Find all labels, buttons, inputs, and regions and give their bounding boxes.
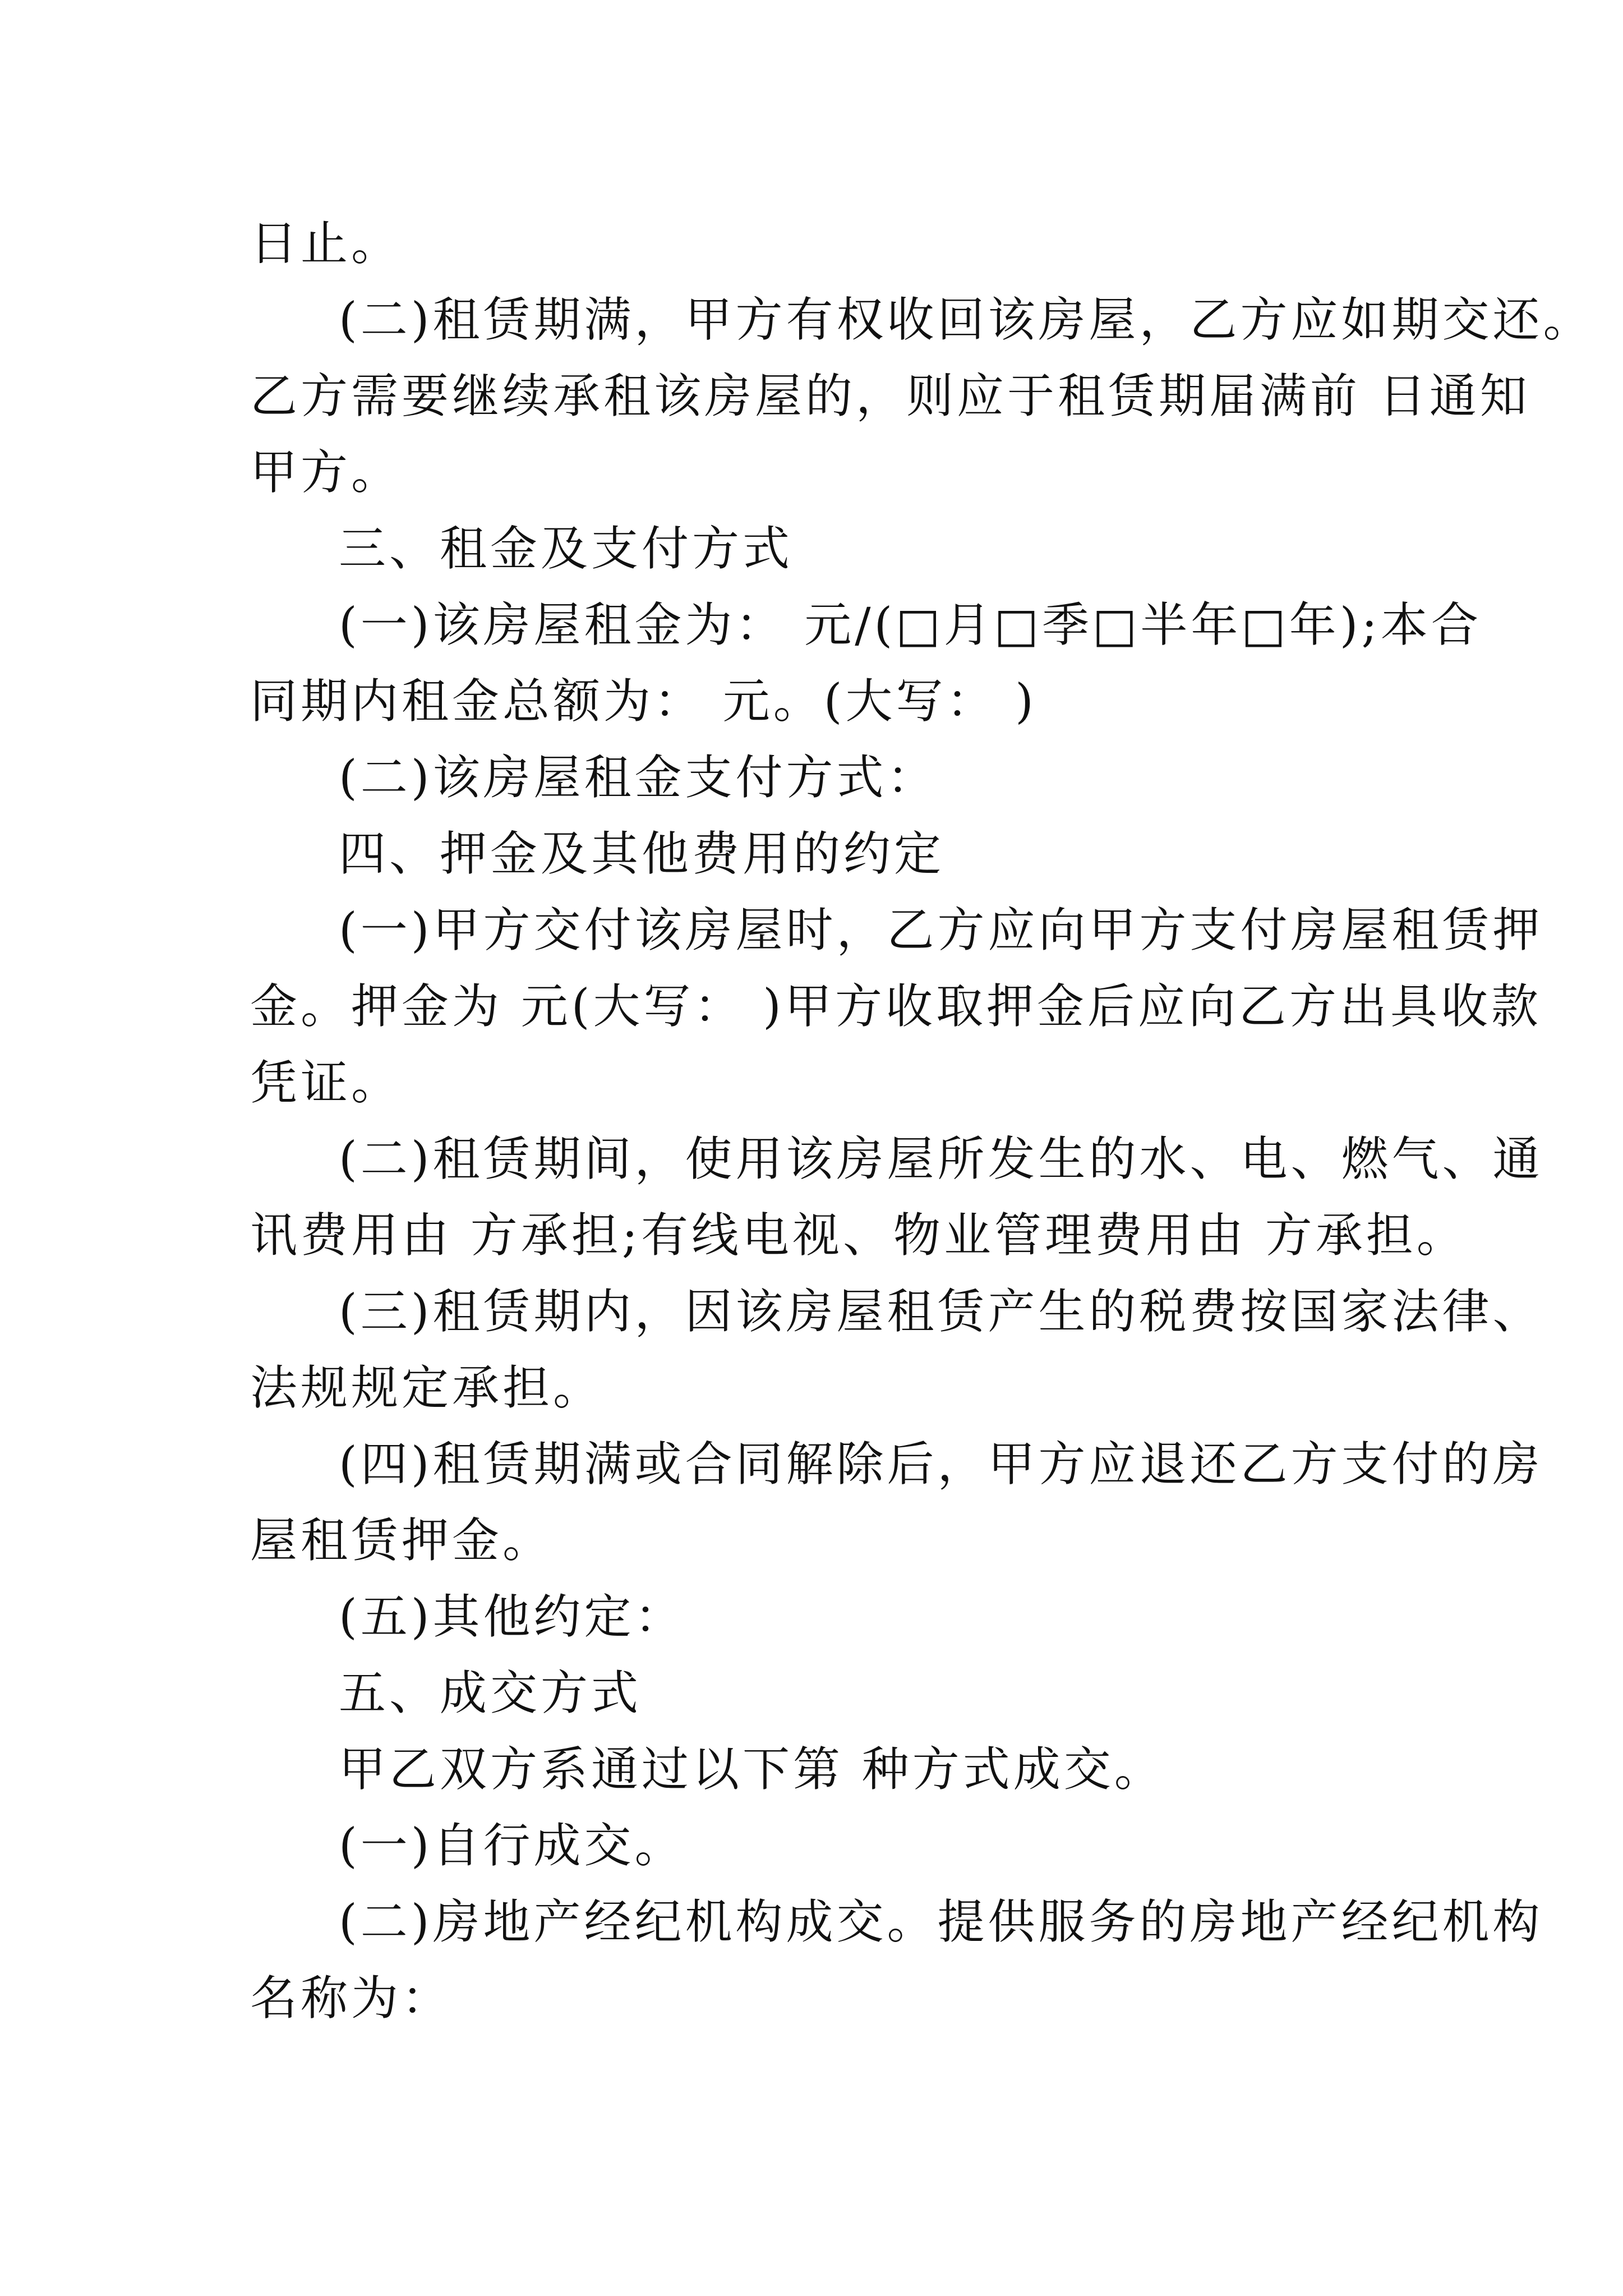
text-line: 凭证。 [250,1055,402,1110]
text-line: (二)该房屋租金支付方式： [339,750,938,805]
text-line: (四)租赁期满或合同解除后，甲方应退还乙方支付的房 [339,1437,1543,1492]
text-line: 同期内租金总额为： 元。(大写： ) [250,674,1037,729]
text-line: 乙方需要继续承租该房屋的，则应于租赁期届满前 日通知 [250,369,1530,424]
text-line: (一)该房屋租金为： 元/(□月□季□半年□年);本合 [339,597,1482,652]
text-line: (三)租赁期内，因该房屋租赁产生的税费按国家法律、 [339,1284,1543,1339]
text-line: (二)房地产经纪机构成交。提供服务的房地产经纪机构 [339,1894,1543,1949]
section-heading: 三、租金及支付方式 [339,521,794,576]
text-line: 名称为： [250,1971,453,2026]
section-heading: 四、押金及其他费用的约定 [339,826,945,881]
text-line: (一)自行成交。 [339,1818,685,1873]
text-line: 屋租赁押金。 [250,1513,554,1568]
text-line: (五)其他约定： [339,1589,685,1644]
text-line: (一)甲方交付该房屋时，乙方应向甲方支付房屋租赁押 [339,903,1543,958]
section-heading: 五、成交方式 [339,1665,642,1720]
text-line: 日止。 [250,216,402,271]
text-line: (二)租赁期满，甲方有权收回该房屋，乙方应如期交还。 [339,292,1594,347]
text-line: 金。押金为 元(大写： )甲方收取押金后应向乙方出具收款 [250,979,1542,1034]
text-line: 甲方。 [250,445,402,500]
text-line: 甲乙双方系通过以下第 种方式成交。 [339,1742,1165,1797]
text-line: (二)租赁期间，使用该房屋所发生的水、电、燃气、通 [339,1131,1543,1186]
text-line: 讯费用由 方承担;有线电视、物业管理费用由 方承担。 [250,1208,1467,1263]
text-line: 法规规定承担。 [250,1360,604,1415]
